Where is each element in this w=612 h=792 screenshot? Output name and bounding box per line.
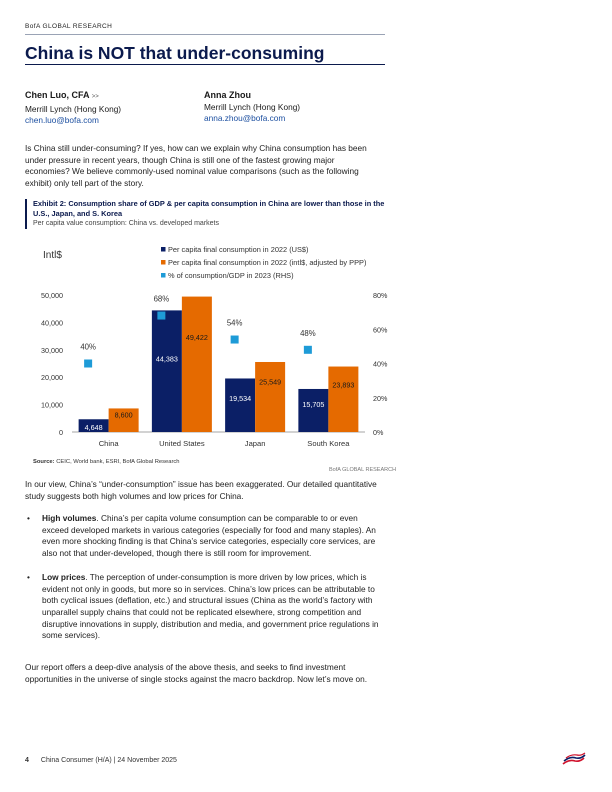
legend-label: Per capita final consumption in 2022 (US$) (168, 245, 309, 254)
bar-value-label-ppp: 25,549 (259, 377, 282, 387)
author-email-link[interactable]: anna.zhou@bofa.com (204, 113, 286, 123)
rhs-marker (304, 346, 312, 354)
bullet-list (25, 513, 381, 654)
x-category-label: Japan (244, 439, 266, 448)
bullet-heading: Low prices (42, 571, 86, 582)
bar-value-label-usd: 4,648 (84, 423, 103, 432)
list-item (25, 513, 381, 560)
author-org: Merrill Lynch (Hong Kong) (25, 103, 122, 114)
y-tick-label: 20,000 (41, 373, 63, 383)
rhs-marker (157, 312, 165, 320)
page-title: China is NOT that under-consuming (25, 43, 325, 63)
x-category-label: China (98, 439, 119, 448)
bar-usd (298, 389, 328, 432)
bar-value-label-usd: 19,534 (229, 393, 252, 403)
bar-usd (225, 378, 255, 432)
bullet-icon: • (27, 513, 30, 523)
rhs-value-label: 40% (80, 342, 96, 352)
y2-tick-label: 80% (373, 291, 388, 300)
bullet-text: . China’s per capita volume consumption can be comparable to or even exceed developed markets in various categories (especially for food and many staples). An even more shocking finding is that China’s service categories, especially core services, are also not that under-developed, though there is still room for improvement. (42, 513, 376, 559)
exhibit-subtitle: Per capita value consumption: China vs. developed markets (33, 220, 219, 227)
bar-value-label-ppp: 8,600 (114, 410, 133, 420)
exhibit-title: Exhibit 2: Consumption share of GDP & per capita consumption in China are lower than those in the U.S., Japan, and S. Korea (33, 199, 385, 218)
x-category-label: United States (159, 439, 205, 448)
page-number: 4 (25, 757, 29, 764)
list-item (25, 572, 381, 642)
bar-value-label-ppp: 23,893 (332, 380, 355, 390)
y-tick-label: 30,000 (41, 345, 63, 355)
rhs-value-label: 68% (153, 294, 170, 304)
footer-text: China Consumer (H/A) | 24 November 2025 (40, 757, 177, 764)
exhibit-header (25, 199, 393, 229)
body-paragraph: In our view, China’s “under-consumption” issue has been exaggerated. Our detailed quantitative study suggests both high volumes and low prices for China. (25, 479, 377, 501)
legend-swatch (161, 273, 166, 278)
legend-swatch (161, 247, 166, 252)
bar-value-label-usd: 15,705 (302, 400, 325, 410)
page-footer (25, 757, 177, 764)
rhs-value-label: 54% (226, 318, 243, 328)
y-tick-label: 0 (59, 428, 63, 437)
author-name: Chen Luo, CFA >> (25, 90, 99, 100)
bofa-flag-logo-icon (562, 752, 586, 766)
bullet-heading: High volumes (42, 513, 97, 523)
y2-tick-label: 20% (373, 393, 388, 403)
brand-note: BofA GLOBAL RESEARCH (329, 467, 397, 473)
publisher-label: BofA GLOBAL RESEARCH (25, 23, 113, 30)
bar-usd (152, 310, 182, 432)
x-category-label: South Korea (307, 439, 350, 448)
legend-label: % of consumption/GDP in 2023 (RHS) (168, 271, 294, 280)
y-tick-label: 10,000 (41, 400, 63, 410)
y-tick-label: 50,000 (41, 291, 63, 300)
bullet-icon: • (27, 571, 30, 582)
top-rule (25, 34, 385, 35)
y2-tick-label: 60% (373, 325, 388, 335)
consumption-chart (25, 236, 390, 459)
y2-tick-label: 40% (373, 359, 388, 369)
bar-ppp (255, 362, 285, 432)
intro-paragraph: Is China still under-consuming? If yes, how can we explain why China consumption has been under pressure in recent years, though China is still one of the fastest growing major economies? We believe commonly-used nominal value comparisons (such as the following exhibit) only tell part of the story. (25, 143, 367, 189)
author-block-1 (25, 90, 121, 127)
left-axis-label: Intl$ (43, 250, 62, 261)
author-email-link[interactable]: chen.luo@bofa.com (25, 115, 99, 125)
bullet-text: . The perception of under-consumption is more driven by low prices, which is evident not only in goods, but more so in services. China’s low prices can be attributable to both cyclical issues (deflation, etc.) and structural issues (China as the world’s factory with unparallel supply chains that could not be replicated elsewhere, strong competition and disruptive innovations in supply, distribution and media, and government price regulations in some services). (42, 571, 379, 641)
closing-paragraph: Our report offers a deep-dive analysis of the above thesis, and seeks to find investment opportunities in the universe of single stocks against the macro backdrop. Now let’s move on. (25, 662, 368, 684)
author-block-2 (204, 90, 300, 125)
bar-ppp (182, 297, 212, 432)
rhs-marker (84, 360, 92, 368)
author-name: Anna Zhou (204, 90, 251, 100)
bar-value-label-usd: 44,383 (155, 354, 178, 364)
bar-ppp (328, 367, 358, 432)
source-note: Source: CEIC, World bank, ESRI, BofA Global Research (33, 459, 180, 465)
lead-author-marker: >> (91, 94, 99, 100)
rhs-marker (231, 336, 239, 344)
y2-tick-label: 0% (373, 428, 384, 437)
author-org: Merrill Lynch (Hong Kong) (204, 101, 301, 112)
title-rule (25, 64, 385, 65)
legend-swatch (161, 260, 166, 265)
rhs-value-label: 48% (300, 328, 316, 338)
legend-label: Per capita final consumption in 2022 (intl$, adjusted by PPP) (168, 258, 367, 267)
bar-value-label-ppp: 49,422 (185, 332, 208, 342)
y-tick-label: 40,000 (41, 318, 63, 328)
